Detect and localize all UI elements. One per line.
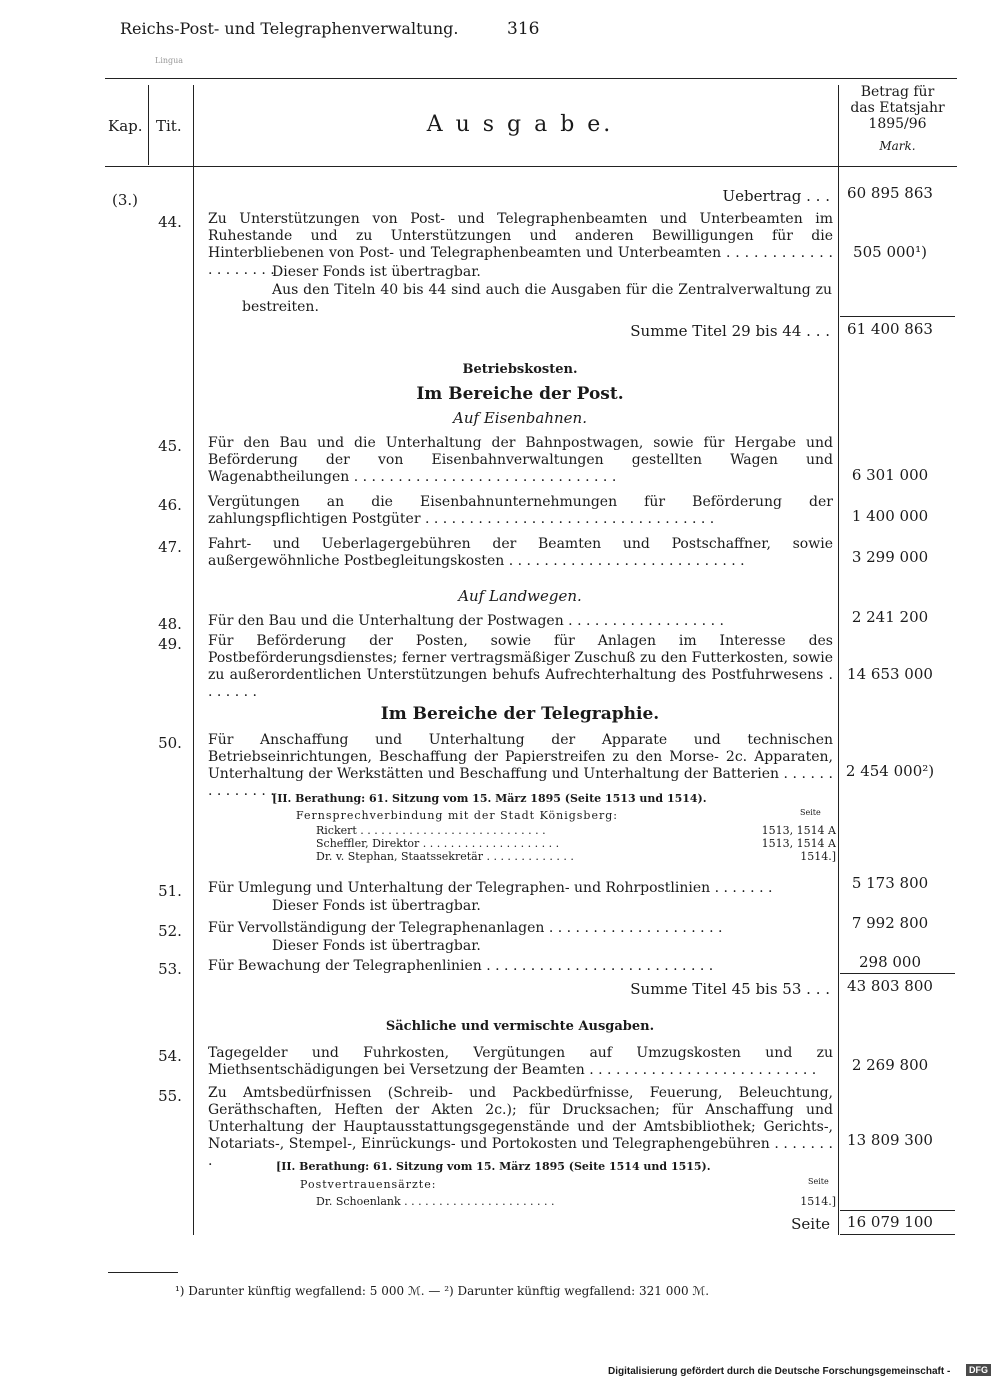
header-betrag	[840, 84, 955, 154]
ref2-lines	[316, 1195, 836, 1208]
header-betrag-line2: das Etatsjahr	[850, 100, 945, 116]
summe1-amount: 61 400 863	[847, 320, 933, 338]
seite-amount: 16 079 100	[847, 1213, 933, 1231]
faint-stamp: Lingua	[155, 56, 184, 65]
text-49: Für Beförderung der Posten, sowie für Anlagen im Interesse des Postbeförderungsdienstes; ferner vertragsmäßiger Zuschuß zu den Futterkosten, sowie zu außerordentlichen Unterstützungen behufs Aufrechterhaltung des Postfuhrwesens . . . . . . .	[208, 633, 833, 700]
text-50: Für Anschaffung und Unterhaltung der Apparate und technischen Betriebseinrichtungen, Beschaffung der Papierstreifen zu den Morse- 2c. Apparaten, Unterhaltung der Werkstätten und Beschaffung und Unterhaltung der Batterien . . . . . . . . . . . . . .	[208, 732, 833, 799]
ref2-line	[316, 1195, 836, 1208]
uebertrag-amount: 60 895 863	[847, 184, 933, 202]
summe2-amount: 43 803 800	[847, 977, 933, 995]
ref1-line-pages: 1513, 1514 A	[761, 824, 836, 837]
text-46: Vergütungen an die Eisenbahnunternehmungen für Beförderung der zahlungspflichtigen Postgüter . . . . . . . . . . . . . . . . . . . . . . . . . . . . . . . . .	[208, 494, 833, 527]
footnote: ¹) Darunter künftig wegfallend: 5 000 ℳ. — ²) Darunter künftig wegfallend: 321 000 ℳ.	[175, 1284, 710, 1298]
amount-46: 1 400 000	[851, 507, 929, 525]
text-48: Für den Bau und die Unterhaltung der Postwagen . . . . . . . . . . . . . . . . . .	[208, 613, 724, 629]
summe2-rule	[840, 973, 955, 974]
text-44: Zu Unterstützungen von Post- und Telegraphenbeamten und Unterbeamten im Ruhestande und zu Unterstützungen und anderen Bewilligungen für die Hinterbliebenen von Post- und Telegraphenbeamten und Unterbeamten . . . . . . . . . . . . . . . . . . . .	[208, 211, 833, 278]
amount-47: 3 299 000	[851, 548, 929, 566]
note-52: Dieser Fonds ist übertragbar.	[272, 938, 481, 954]
dfg-credit: Digitalisierung gefördert durch die Deutsche Forschungsgemeinschaft -	[608, 1366, 951, 1377]
amount-50: 2 454 000²)	[845, 762, 935, 780]
tit-52: 52.	[158, 922, 182, 940]
ref1-seite: Seite	[800, 808, 821, 817]
ref2-seite: Seite	[808, 1177, 829, 1186]
text-52: Für Vervollständigung der Telegraphenanlagen . . . . . . . . . . . . . . . . . . . .	[208, 920, 723, 936]
seite-rule-bottom	[840, 1234, 955, 1235]
ref1-lines	[316, 824, 836, 863]
amount-49: 14 653 000	[847, 665, 933, 683]
tit-53: 53.	[158, 960, 182, 978]
ref1-line	[316, 824, 836, 837]
header-betrag-line1: Betrag für	[860, 84, 935, 100]
ref2-line-pages: 1514.]	[800, 1195, 836, 1208]
header-kap: Kap.	[108, 117, 143, 135]
heading-telegraphie: Im Bereiche der Telegraphie.	[380, 704, 660, 724]
ref1-line-pages: 1514.]	[800, 850, 836, 863]
tit-45: 45.	[158, 437, 182, 455]
table-header-rule	[105, 166, 957, 167]
tit-48: 48.	[158, 615, 182, 633]
text-55: Zu Amtsbedürfnissen (Schreib- und Packbedürfnisse, Feuerung, Beleuchtung, Geräthschaften, Heften der Akten 2c.); für Drucksachen; für Anschaffung und Unterhaltung der Hauptausstattungsgegenstände und der Amtsbibliothek; Gerichts-, Notariats-, Stempel-, Einrückungs- und Portokosten und Telegraphengebühren . . . . . . . .	[208, 1085, 833, 1169]
amount-55: 13 809 300	[847, 1131, 933, 1149]
heading-betriebskosten: Betriebskosten.	[462, 362, 578, 377]
amount-45: 6 301 000	[851, 466, 929, 484]
tit-44: 44.	[158, 213, 182, 231]
page-number: 316	[507, 19, 540, 39]
kap-number: (3.)	[112, 191, 139, 209]
seite-rule-top	[840, 1210, 955, 1211]
col-divider-kap	[148, 85, 149, 165]
heading-saechliche: Sächliche und vermischte Ausgaben.	[385, 1019, 655, 1034]
ref2-head: [II. Berathung: 61. Sitzung vom 15. März 1895 (Seite 1514 und 1515).	[276, 1160, 711, 1173]
tit-47: 47.	[158, 538, 182, 556]
note-44-b: Aus den Titeln 40 bis 44 sind auch die Ausgaben für die Zentralverwaltung zu bestreiten.	[242, 282, 832, 315]
ref1-line-name: Scheffler, Direktor . . . . . . . . . . . . . . . . . . . .	[316, 837, 560, 850]
ref1-line-name: Rickert . . . . . . . . . . . . . . . . . . . . . . . . . . .	[316, 824, 546, 837]
note-44-a: Dieser Fonds ist übertragbar.	[272, 264, 481, 280]
tit-46: 46.	[158, 496, 182, 514]
tit-49: 49.	[158, 635, 182, 653]
text-47: Fahrt- und Ueberlagergebühren der Beamten und Postschaffner, sowie außergewöhnliche Postbegleitungskosten . . . . . . . . . . . . . . . . . . . . . . . . . . .	[208, 536, 833, 569]
amount-52: 7 992 800	[851, 914, 929, 932]
header-betrag-unit: Mark.	[879, 139, 916, 153]
tit-50: 50.	[158, 734, 182, 752]
text-53: Für Bewachung der Telegraphenlinien . . . . . . . . . . . . . . . . . . . . . . . . . .	[208, 958, 714, 974]
uebertrag-label: Uebertrag . . .	[722, 187, 830, 205]
table-top-rule	[105, 78, 957, 79]
tit-51: 51.	[158, 882, 182, 900]
dfg-logo-icon: DFG	[966, 1364, 991, 1376]
ref1-subhead: Fernsprechverbindung mit der Stadt Königsberg:	[296, 809, 618, 822]
footnote-rule	[108, 1272, 178, 1273]
ref2-line-name: Dr. Schoenlank . . . . . . . . . . . . . . . . . . . . . .	[316, 1195, 555, 1208]
amount-48: 2 241 200	[851, 608, 929, 626]
summe1-label: Summe Titel 29 bis 44 . . .	[630, 322, 830, 340]
ref1-head: [II. Berathung: 61. Sitzung vom 15. März 1895 (Seite 1513 und 1514).	[272, 792, 707, 805]
amount-54: 2 269 800	[851, 1056, 929, 1074]
summe2-label: Summe Titel 45 bis 53 . . .	[630, 980, 830, 998]
ref1-line-name: Dr. v. Stephan, Staatssekretär . . . . . . . . . . . . .	[316, 850, 574, 863]
tit-55: 55.	[158, 1087, 182, 1105]
seite-label: Seite	[791, 1215, 830, 1233]
header-tit: Tit.	[156, 117, 182, 135]
ref1-line-pages: 1513, 1514 A	[761, 837, 836, 850]
amount-44: 505 000¹)	[853, 243, 927, 261]
col-divider-tit	[193, 85, 194, 1235]
heading-post: Im Bereiche der Post.	[416, 384, 624, 404]
heading-eisenbahnen: Auf Eisenbahnen.	[453, 409, 587, 427]
text-45: Für den Bau und die Unterhaltung der Bahnpostwagen, sowie für Hergabe und Beförderung der von Eisenbahnverwaltungen gestellten Wagen und Wagenabtheilungen . . . . . . . . . . . . . . . . . . . . . . . . . . . . . .	[208, 435, 833, 485]
amount-53: 298 000	[858, 953, 922, 971]
amount-51: 5 173 800	[851, 874, 929, 892]
header-betrag-line3: 1895/96	[868, 116, 927, 132]
ref1-line	[316, 837, 836, 850]
text-54: Tagegelder und Fuhrkosten, Vergütungen auf Umzugskosten und zu Miethsentschädigungen bei Versetzung der Beamten . . . . . . . . . . . . . . . . . . . . . . . . . .	[208, 1045, 833, 1078]
summe1-rule	[840, 316, 955, 317]
header-ausgabe: A u s g a b e.	[426, 112, 614, 137]
tit-54: 54.	[158, 1047, 182, 1065]
ref1-line	[316, 850, 836, 863]
text-51: Für Umlegung und Unterhaltung der Telegraphen- und Rohrpostlinien . . . . . . .	[208, 880, 773, 896]
note-51: Dieser Fonds ist übertragbar.	[272, 898, 481, 914]
ref2-subhead: Postvertrauensärzte:	[300, 1178, 437, 1191]
col-divider-amount	[838, 85, 839, 1235]
running-title: Reichs-Post- und Telegraphenverwaltung.	[120, 19, 459, 38]
heading-landwegen: Auf Landwegen.	[458, 587, 582, 605]
